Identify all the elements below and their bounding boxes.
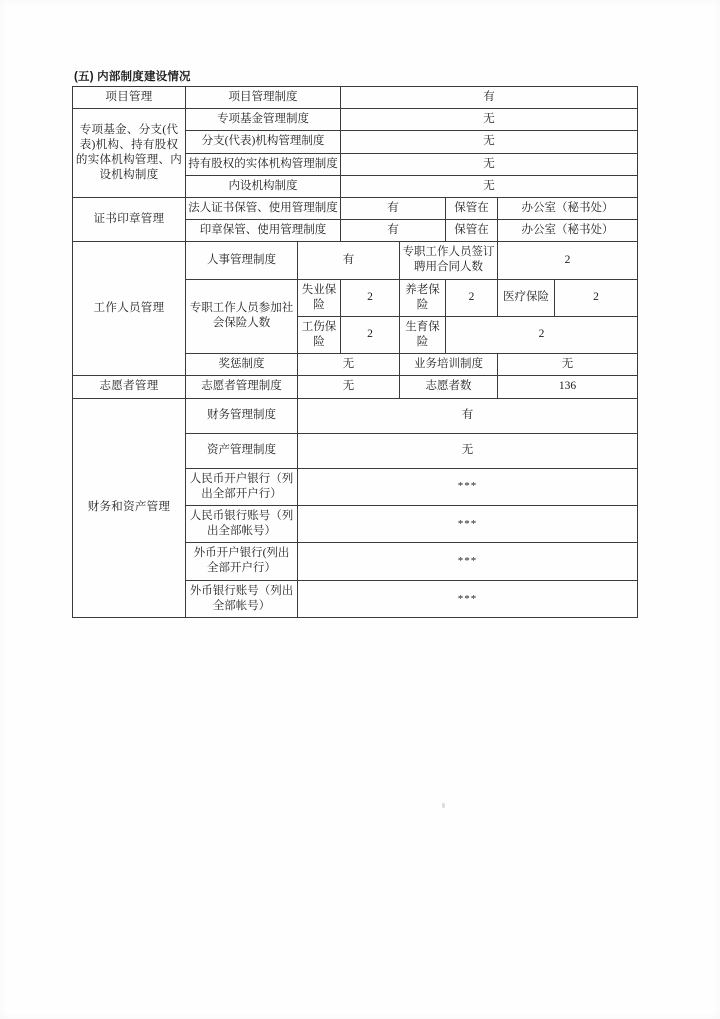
row-label-hr-system: 人事管理制度	[186, 242, 298, 279]
row-label-special-fund-system: 专项基金管理制度	[186, 109, 341, 131]
row-value-maternity-insurance: 2	[446, 316, 638, 353]
row-value-internal-org-system: 无	[341, 175, 638, 197]
table-row	[73, 242, 638, 279]
row-label-pension-insurance: 养老保险	[400, 279, 446, 316]
row-label-legal-cert-keep: 保管在	[446, 197, 498, 219]
row-label-asset-system: 资产管理制度	[186, 433, 298, 468]
internal-systems-table	[72, 86, 638, 618]
row-label-contract-count: 专职工作人员签订聘用合同人数	[400, 242, 498, 279]
row-value-seal-keep-place: 办公室（秘书处）	[498, 220, 638, 242]
row-label-project-system: 项目管理制度	[186, 87, 341, 109]
row-label-seal-keep: 印章保管、使用管理制度	[186, 220, 341, 242]
table-row	[73, 376, 638, 398]
row-value-training-system: 无	[498, 354, 638, 376]
row-label-volunteer-system: 志愿者管理制度	[186, 376, 298, 398]
scan-speck	[442, 803, 445, 808]
row-value-rmb-account: ***	[298, 505, 638, 542]
table-row	[73, 197, 638, 219]
row-label-medical-insurance: 医疗保险	[498, 279, 555, 316]
row-label-foreign-bank: 外币开户银行(列出全部开户行）	[186, 543, 298, 580]
row-label-rmb-account: 人民币银行账号（列出全部帐号）	[186, 505, 298, 542]
row-label-social-insurance: 专职工作人员参加社会保险人数	[186, 279, 298, 354]
row-value-volunteer-count: 136	[498, 376, 638, 398]
row-label-reward-system: 奖惩制度	[186, 354, 298, 376]
section-heading: (五) 内部制度建设情况	[74, 71, 191, 83]
row-value-unemployment-insurance: 2	[341, 279, 400, 316]
category-staff-management: 工作人员管理	[73, 242, 186, 376]
row-label-injury-insurance: 工伤保险	[298, 316, 341, 353]
row-value-rmb-bank: ***	[298, 468, 638, 505]
row-value-branch-system: 无	[341, 131, 638, 153]
category-special-fund-branch: 专项基金、分支(代表)机构、持有股权的实体机构管理、内设机构制度	[73, 109, 186, 198]
table-row	[73, 87, 638, 109]
row-value-pension-insurance: 2	[446, 279, 498, 316]
row-label-training-system: 业务培训制度	[400, 354, 498, 376]
category-certificate-seal: 证书印章管理	[73, 197, 186, 241]
row-label-maternity-insurance: 生育保险	[400, 316, 446, 353]
row-label-rmb-bank: 人民币开户银行（列出全部开户行）	[186, 468, 298, 505]
table-row	[73, 398, 638, 433]
category-project-management: 项目管理	[73, 87, 186, 109]
row-label-unemployment-insurance: 失业保险	[298, 279, 341, 316]
row-value-foreign-account: ***	[298, 580, 638, 617]
row-value-project-system: 有	[341, 87, 638, 109]
row-label-finance-system: 财务管理制度	[186, 398, 298, 433]
row-label-seal-keep-keep: 保管在	[446, 220, 498, 242]
row-label-equity-entity-system: 持有股权的实体机构管理制度	[186, 153, 341, 175]
row-label-branch-system: 分支(代表)机构管理制度	[186, 131, 341, 153]
row-value-seal-keep: 有	[341, 220, 446, 242]
category-volunteer-management: 志愿者管理	[73, 376, 186, 398]
row-value-medical-insurance: 2	[555, 279, 638, 316]
row-value-hr-system: 有	[298, 242, 400, 279]
row-value-reward-system: 无	[298, 354, 400, 376]
row-value-foreign-bank: ***	[298, 543, 638, 580]
row-value-legal-cert: 有	[341, 197, 446, 219]
row-label-internal-org-system: 内设机构制度	[186, 175, 341, 197]
row-value-contract-count: 2	[498, 242, 638, 279]
row-label-legal-cert: 法人证书保管、使用管理制度	[186, 197, 341, 219]
row-value-injury-insurance: 2	[341, 316, 400, 353]
row-label-foreign-account: 外币银行账号（列出全部帐号）	[186, 580, 298, 617]
row-label-volunteer-count: 志愿者数	[400, 376, 498, 398]
row-value-special-fund-system: 无	[341, 109, 638, 131]
row-value-finance-system: 有	[298, 398, 638, 433]
row-value-legal-cert-keep-place: 办公室（秘书处）	[498, 197, 638, 219]
row-value-volunteer-system: 无	[298, 376, 400, 398]
category-finance-asset-management: 财务和资产管理	[73, 398, 186, 617]
table-row	[73, 109, 638, 131]
row-value-asset-system: 无	[298, 433, 638, 468]
row-value-equity-entity-system: 无	[341, 153, 638, 175]
